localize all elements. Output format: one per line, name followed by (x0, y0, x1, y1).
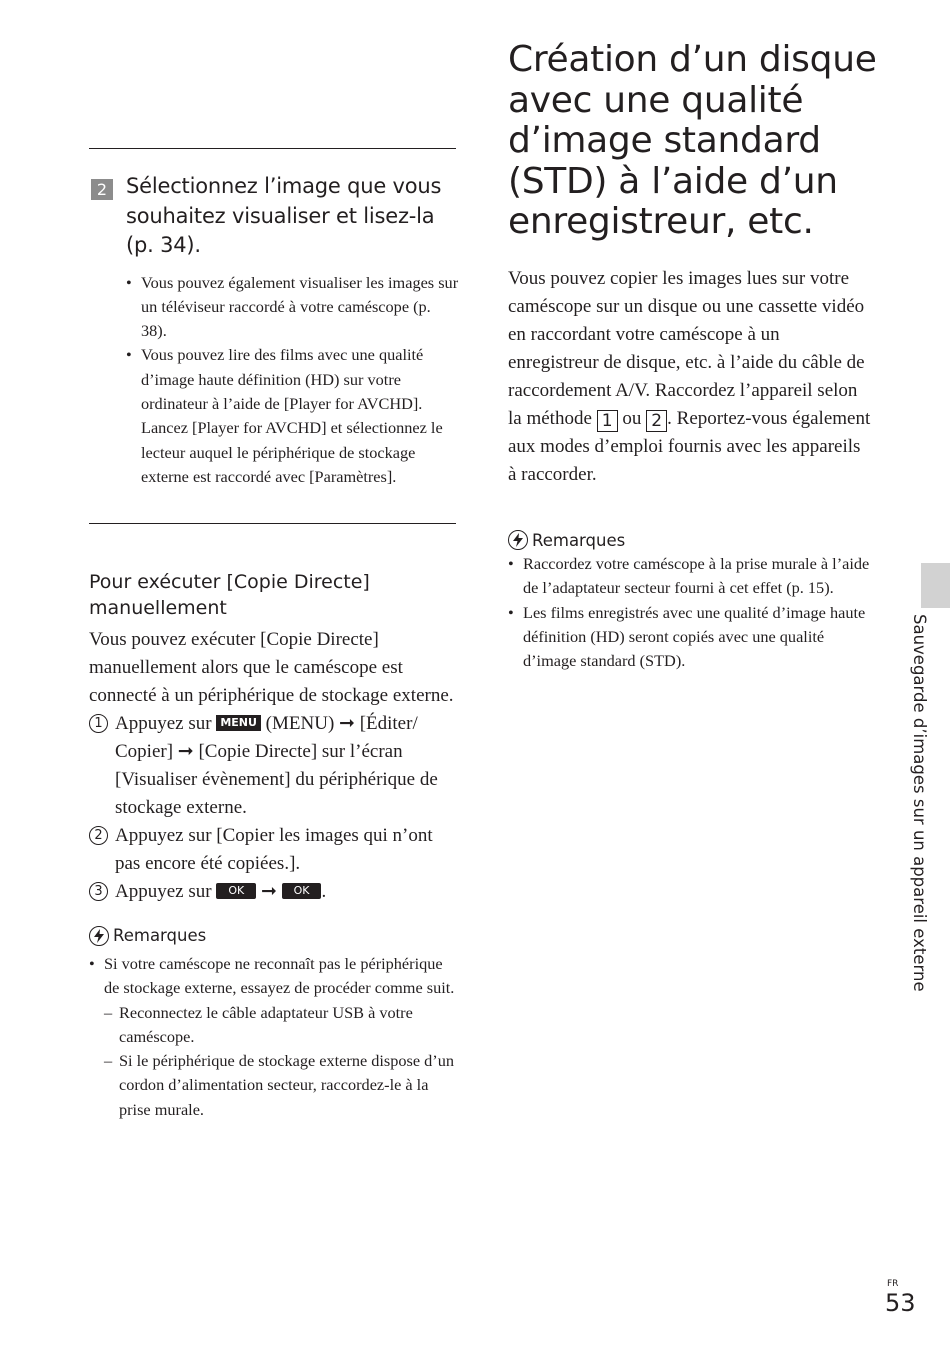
step-number-badge: 2 (91, 179, 113, 200)
ok-button-icon: OK (282, 883, 322, 899)
step-text: Appuyez sur [Copier les images qui n’ont pas encore été copiées.]. (115, 825, 433, 874)
top-rule (89, 148, 456, 149)
menu-button-icon: MENU (216, 715, 261, 731)
note-icon (508, 530, 528, 550)
method-2-badge: 2 (646, 410, 667, 432)
notes-heading (508, 530, 878, 550)
step-bullets (126, 271, 459, 490)
section-body (89, 626, 459, 1122)
note-sublist (104, 1001, 459, 1122)
section-heading: Pour exécuter [Copie Directe] manuellement (89, 571, 370, 619)
method-1-badge: 1 (597, 410, 618, 432)
section-rule (89, 523, 456, 524)
circled-number: 1 (89, 714, 108, 733)
step-text: . (321, 881, 327, 902)
side-tab-marker (921, 563, 950, 608)
right-notes (508, 530, 878, 673)
circled-number: 2 (89, 826, 108, 845)
step-text: (MENU) ➞ [Éditer/ Copier] ➞ [Copie Directe] sur l’écran [Visualiser évènement] du périphérique de stockage externe. (115, 713, 438, 818)
right-intro (508, 265, 873, 489)
bullet-item: • Vous pouvez également visualiser les images sur un téléviseur raccordé à votre caméscope (p. 38). (126, 271, 459, 344)
procedure-step-3 (89, 878, 459, 906)
intro-text: Vous pouvez copier les images lues sur votre caméscope sur un disque ou une cassette vidéo en raccordant votre caméscope à un enregistreur de disque, etc. à l’aide du câble de raccordement A/V. Raccordez l’appareil selon la méthode (508, 268, 865, 429)
note-item (89, 952, 459, 1122)
note-subitem: – Reconnectez le câble adaptateur USB à votre caméscope. (104, 1001, 459, 1050)
page-language: FR (887, 1279, 899, 1289)
page-number: 53 (885, 1289, 916, 1317)
notes-heading-label: Remarques (532, 530, 626, 550)
note-text: Si votre caméscope ne reconnaît pas le périphérique de stockage externe, essayez de procéder comme suit. (104, 954, 455, 998)
step-text: Appuyez sur (115, 881, 217, 902)
arrow-icon: ➞ (256, 881, 282, 902)
notes-list (89, 952, 459, 1122)
procedure-list (89, 710, 459, 906)
bullet-item: • Vous pouvez lire des films avec une qualité d’image haute définition (HD) sur votre ordinateur à l’aide de [Player for AVCHD]. Lancez [Player for AVCHD] et sélectionnez le lecteur auquel le périphérique de stockage externe est raccordé avec [Paramètres]. (126, 343, 459, 489)
intro-text: ou (617, 408, 647, 429)
note-icon (89, 926, 109, 946)
notes-heading-label: Remarques (113, 926, 207, 945)
note-subitem: – Si le périphérique de stockage externe dispose d’un cordon d’alimentation secteur, raccordez-le à la prise murale. (104, 1049, 459, 1122)
note-item: • Les films enregistrés avec une qualité d’image haute définition (HD) seront copiés avec une qualité d’image standard (STD). (508, 601, 878, 674)
procedure-step-2 (89, 822, 459, 878)
side-tab-label: Sauvegarde d’images sur un appareil externe (910, 614, 929, 992)
intro-text: . Reportez-vous également aux modes d’emploi fournis avec les appareils à raccorder. (508, 408, 871, 485)
section-intro: Vous pouvez exécuter [Copie Directe] manuellement alors que le caméscope est connecté à un périphérique de stockage externe. (89, 629, 454, 706)
step-2 (89, 172, 459, 489)
note-item: • Raccordez votre caméscope à la prise murale à l’aide de l’adaptateur secteur fourni à cet effet (p. 15). (508, 552, 878, 601)
procedure-step-1 (89, 710, 459, 822)
page-title: Création d’un disque avec une qualité d’image standard (STD) à l’aide d’un enregistreur, etc. (508, 39, 877, 242)
circled-number: 3 (89, 882, 108, 901)
step-text: Appuyez sur (115, 713, 217, 734)
ok-button-icon: OK (216, 883, 256, 899)
notes-list (508, 552, 878, 673)
step-text: Sélectionnez l’image que vous souhaitez visualiser et lisez-la (p. 34). (126, 174, 442, 257)
notes-heading (89, 922, 459, 950)
